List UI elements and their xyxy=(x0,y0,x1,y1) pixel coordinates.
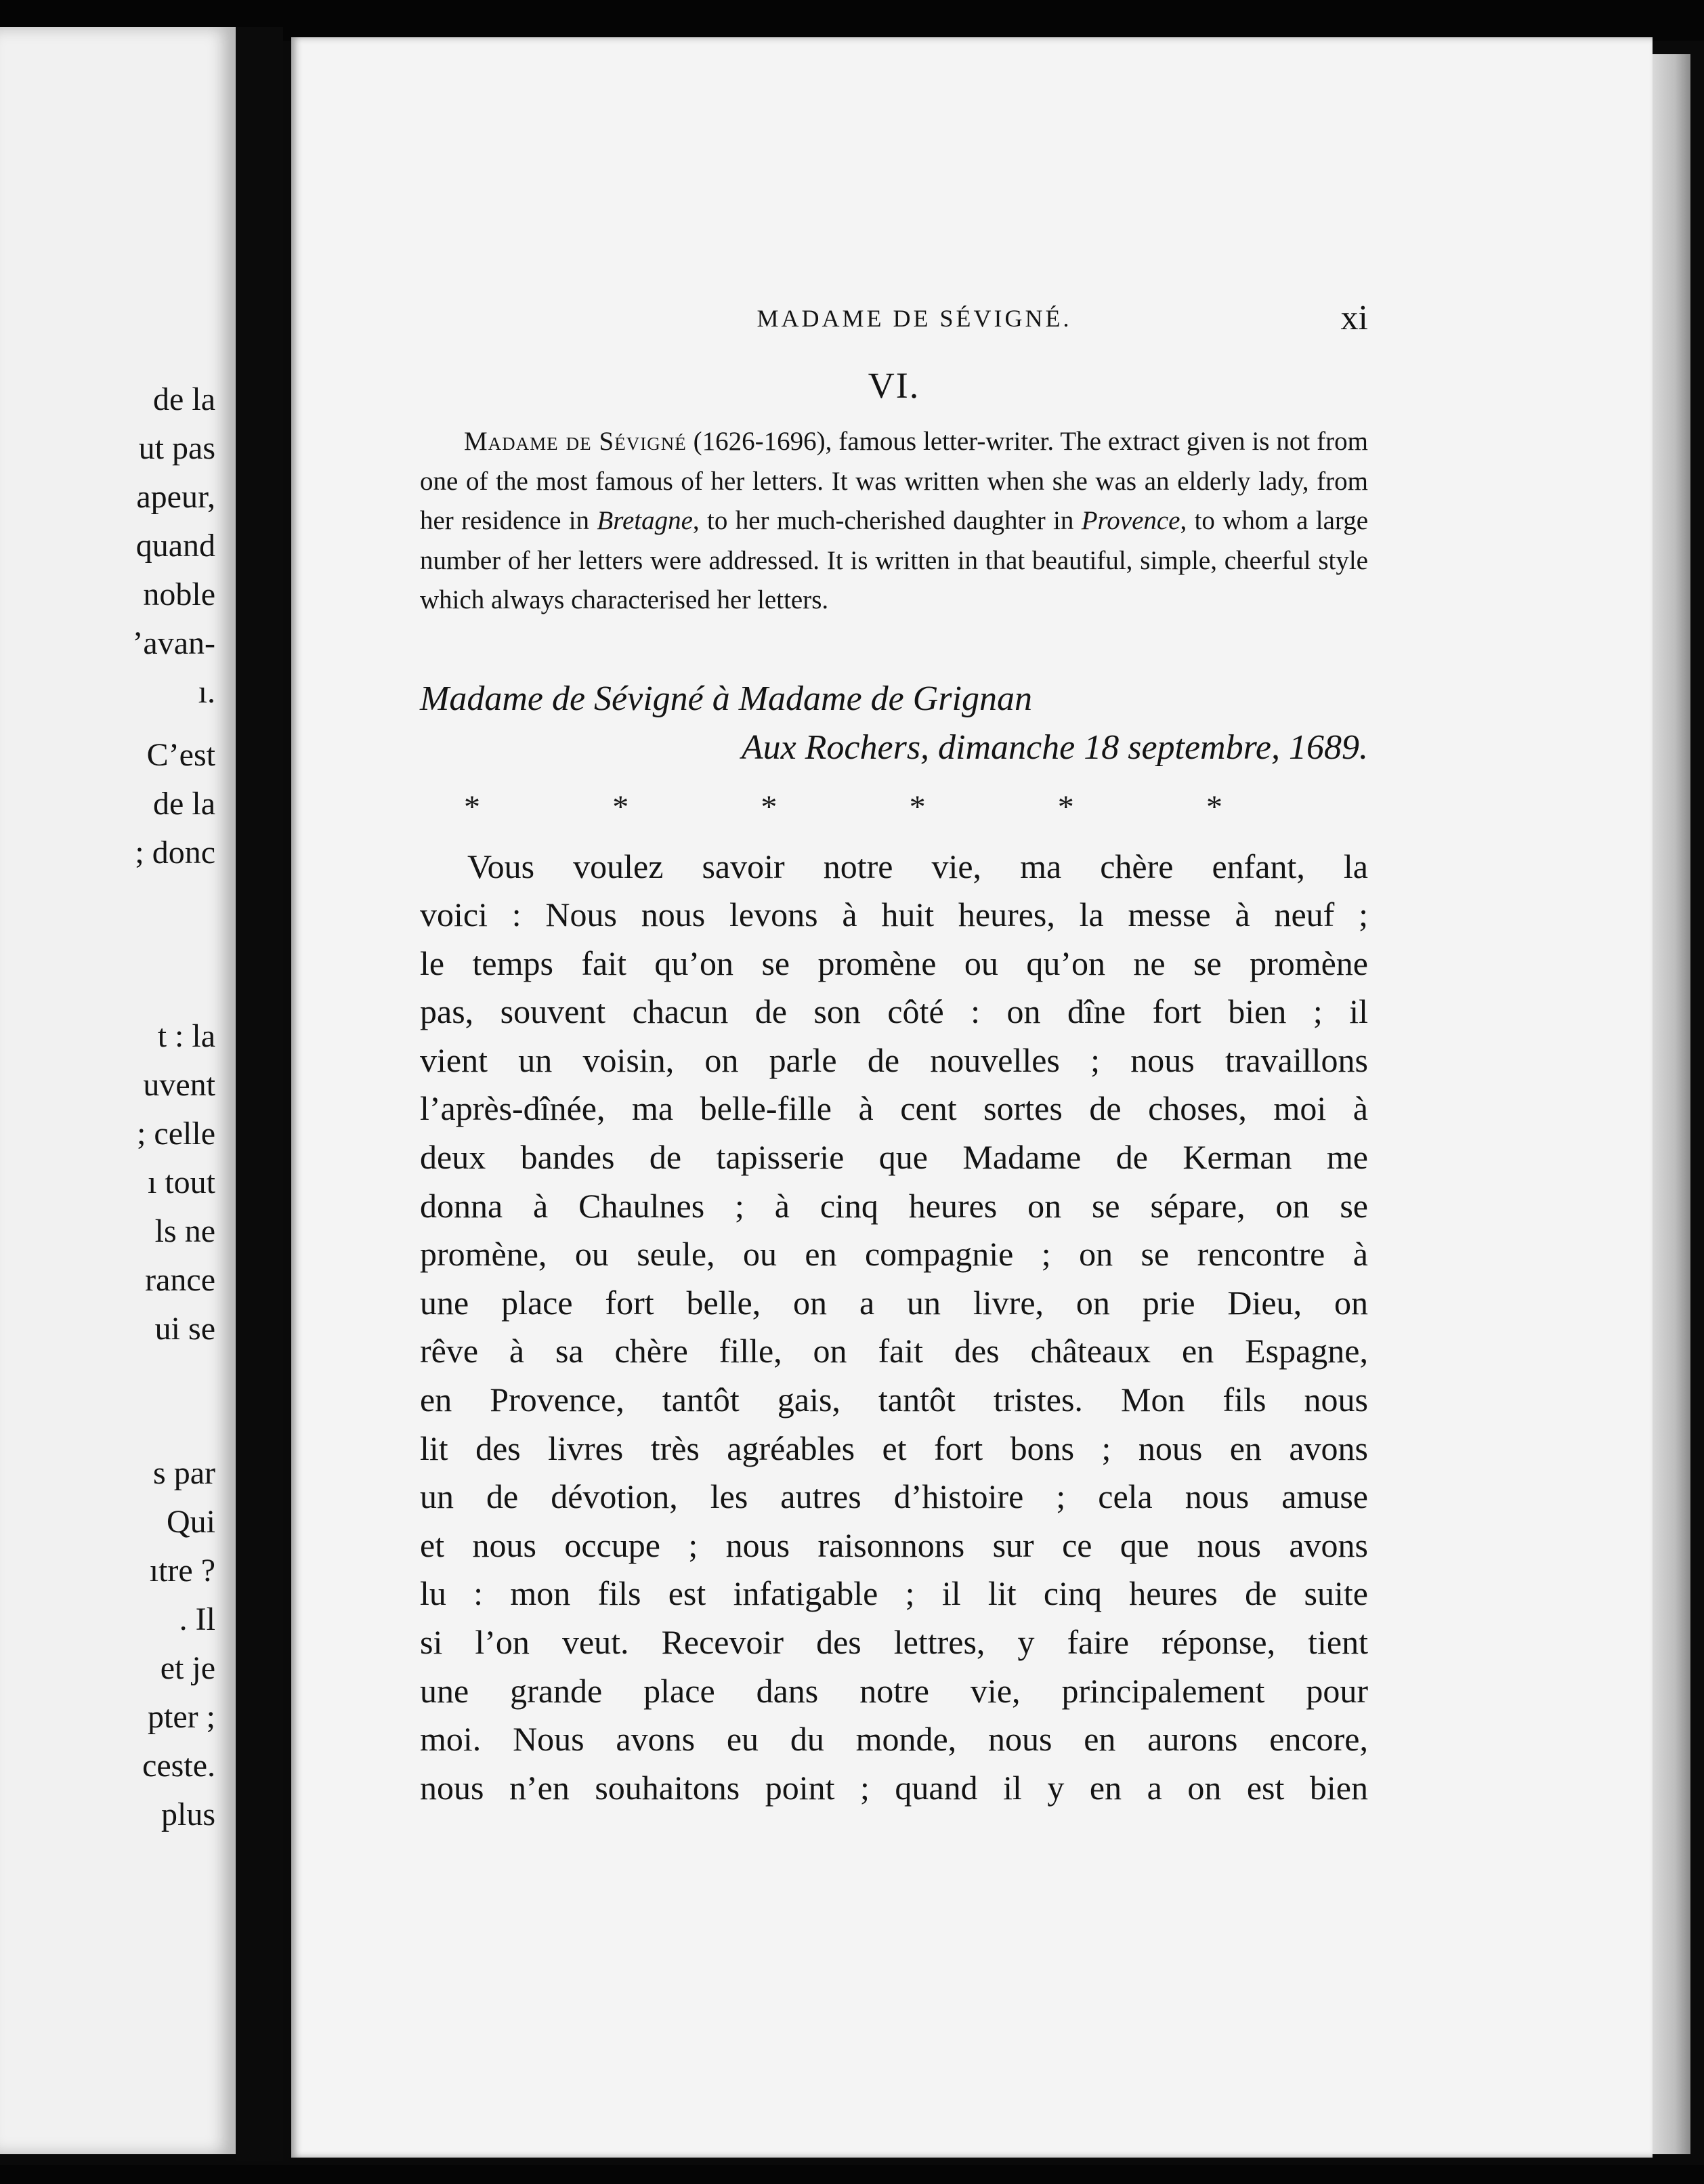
page-number: xi xyxy=(1340,299,1368,337)
left-page-line: ıtre ? xyxy=(149,1553,215,1589)
letter-body xyxy=(420,843,1368,1813)
left-page-line: noble xyxy=(143,576,215,612)
star-mark: * xyxy=(761,789,778,825)
letter-line: en Provence, tantôt gais, tantôt tristes. Mon fils nous xyxy=(420,1381,1368,1419)
letter-line: et nous occupe ; nous raisonnons sur ce que nous avons xyxy=(420,1526,1368,1564)
place-provence: Provence xyxy=(1081,506,1180,535)
left-page-line: plus xyxy=(161,1797,215,1832)
book-gutter xyxy=(236,27,283,2161)
left-page-line: C’est xyxy=(146,737,215,773)
left-page-line: apeur, xyxy=(136,479,215,515)
left-page-line: ı tout xyxy=(147,1164,215,1200)
left-page-line: de la xyxy=(153,786,215,822)
letter-line: le temps fait qu’on se promène ou qu’on ne se promène xyxy=(420,944,1368,982)
section-number: VI. xyxy=(868,365,920,406)
page-stack-edge xyxy=(1653,54,1690,2154)
introduction-paragraph: Madame de Sévigné (1626-1696), famous letter-writer. The extract given is not from one of the most famous of her letters. It was written when she was an elderly lady, from her residence in Bretagne, to her much-cherished daughter in Provence, to whom a large number of her letters were addressed. It is written in that beautiful, simple, cheerful style which always characterised her letters. xyxy=(420,427,1368,614)
book-page xyxy=(291,37,1653,2158)
left-page-line: ’avan- xyxy=(132,625,215,661)
star-mark: * xyxy=(1057,789,1074,825)
letter-line: nous n’en souhaitons point ; quand il y en a on est bien xyxy=(420,1768,1368,1807)
letter-heading xyxy=(420,675,1368,772)
author-name: Madame de Sévigné xyxy=(464,427,687,456)
letter-line: si l’on veut. Recevoir des lettres, y faire réponse, tient xyxy=(420,1623,1368,1661)
left-page-line: pter ; xyxy=(148,1699,215,1735)
star-mark: * xyxy=(612,789,629,825)
star-mark: * xyxy=(464,789,480,825)
left-page-line: de la xyxy=(153,381,215,417)
letter-line: vient un voisin, on parle de nouvelles ; nous travaillons xyxy=(420,1041,1368,1079)
left-page-line: ı. xyxy=(198,674,215,710)
letter-line: deux bandes de tapisserie que Madame de Kerman me xyxy=(420,1138,1368,1177)
letter-line: rêve à sa chère fille, on fait des châteaux en Espagne, xyxy=(420,1332,1368,1370)
letter-addressee: Madame de Sévigné à Madame de Grignan xyxy=(420,679,1032,718)
page-content xyxy=(420,295,1368,1812)
scan-bottom-border xyxy=(0,2165,1704,2184)
left-page-line: quand xyxy=(135,528,215,564)
left-page-line: t : la xyxy=(157,1018,215,1054)
star-mark: * xyxy=(909,789,926,825)
letter-line: voici : Nous nous levons à huit heures, la messe à neuf ; xyxy=(420,896,1368,934)
letter-line: promène, ou seule, ou en compagnie ; on se rencontre à xyxy=(420,1235,1368,1274)
left-page-line: ; celle xyxy=(137,1116,215,1152)
running-head xyxy=(420,295,1368,342)
letter-line: l’après-dînée, ma belle-fille à cent sortes de choses, moi à xyxy=(420,1089,1368,1128)
previous-page-fragment xyxy=(0,27,236,2154)
left-page-line: s par xyxy=(153,1455,215,1491)
letter-place-date: Aux Rochers, dimanche 18 septembre, 1689. xyxy=(741,728,1368,767)
left-page-line: Qui xyxy=(167,1504,215,1540)
letter-line: moi. Nous avons eu du monde, nous en aurons encore, xyxy=(420,1720,1368,1759)
star-mark: * xyxy=(1206,789,1222,825)
left-page-line: ls ne xyxy=(154,1213,215,1249)
left-page-line: et je xyxy=(160,1650,215,1686)
left-page-line: uvent xyxy=(143,1067,215,1103)
letter-line: un de dévotion, les autres d’histoire ; cela nous amuse xyxy=(420,1477,1368,1516)
left-page-line: ceste. xyxy=(142,1748,215,1784)
left-page-line: ; donc xyxy=(135,835,215,870)
letter-line: pas, souvent chacun de son côté : on dîne fort bien ; il xyxy=(420,992,1368,1031)
running-title: MADAME DE SÉVIGNÉ. xyxy=(757,305,1072,332)
letter-line: lu : mon fils est infatigable ; il lit cinq heures de suite xyxy=(420,1574,1368,1613)
left-page-line: ut pas xyxy=(138,430,215,466)
letter-line: lit des livres très agréables et fort bons ; nous en avons xyxy=(420,1429,1368,1467)
letter-line: Vous voulez savoir notre vie, ma chère enfant, la xyxy=(467,847,1368,885)
letter-line: donna à Chaulnes ; à cinq heures on se sépare, on se xyxy=(420,1186,1368,1225)
ellipsis-stars xyxy=(464,787,1222,828)
left-page-line: . Il xyxy=(179,1601,215,1637)
letter-line: une grande place dans notre vie, principalement pour xyxy=(420,1671,1368,1710)
place-bretagne: Bretagne xyxy=(597,506,693,535)
letter-line: une place fort belle, on a un livre, on prie Dieu, on xyxy=(420,1283,1368,1322)
left-page-line: rance xyxy=(145,1262,215,1298)
left-page-line: ui se xyxy=(154,1311,215,1347)
